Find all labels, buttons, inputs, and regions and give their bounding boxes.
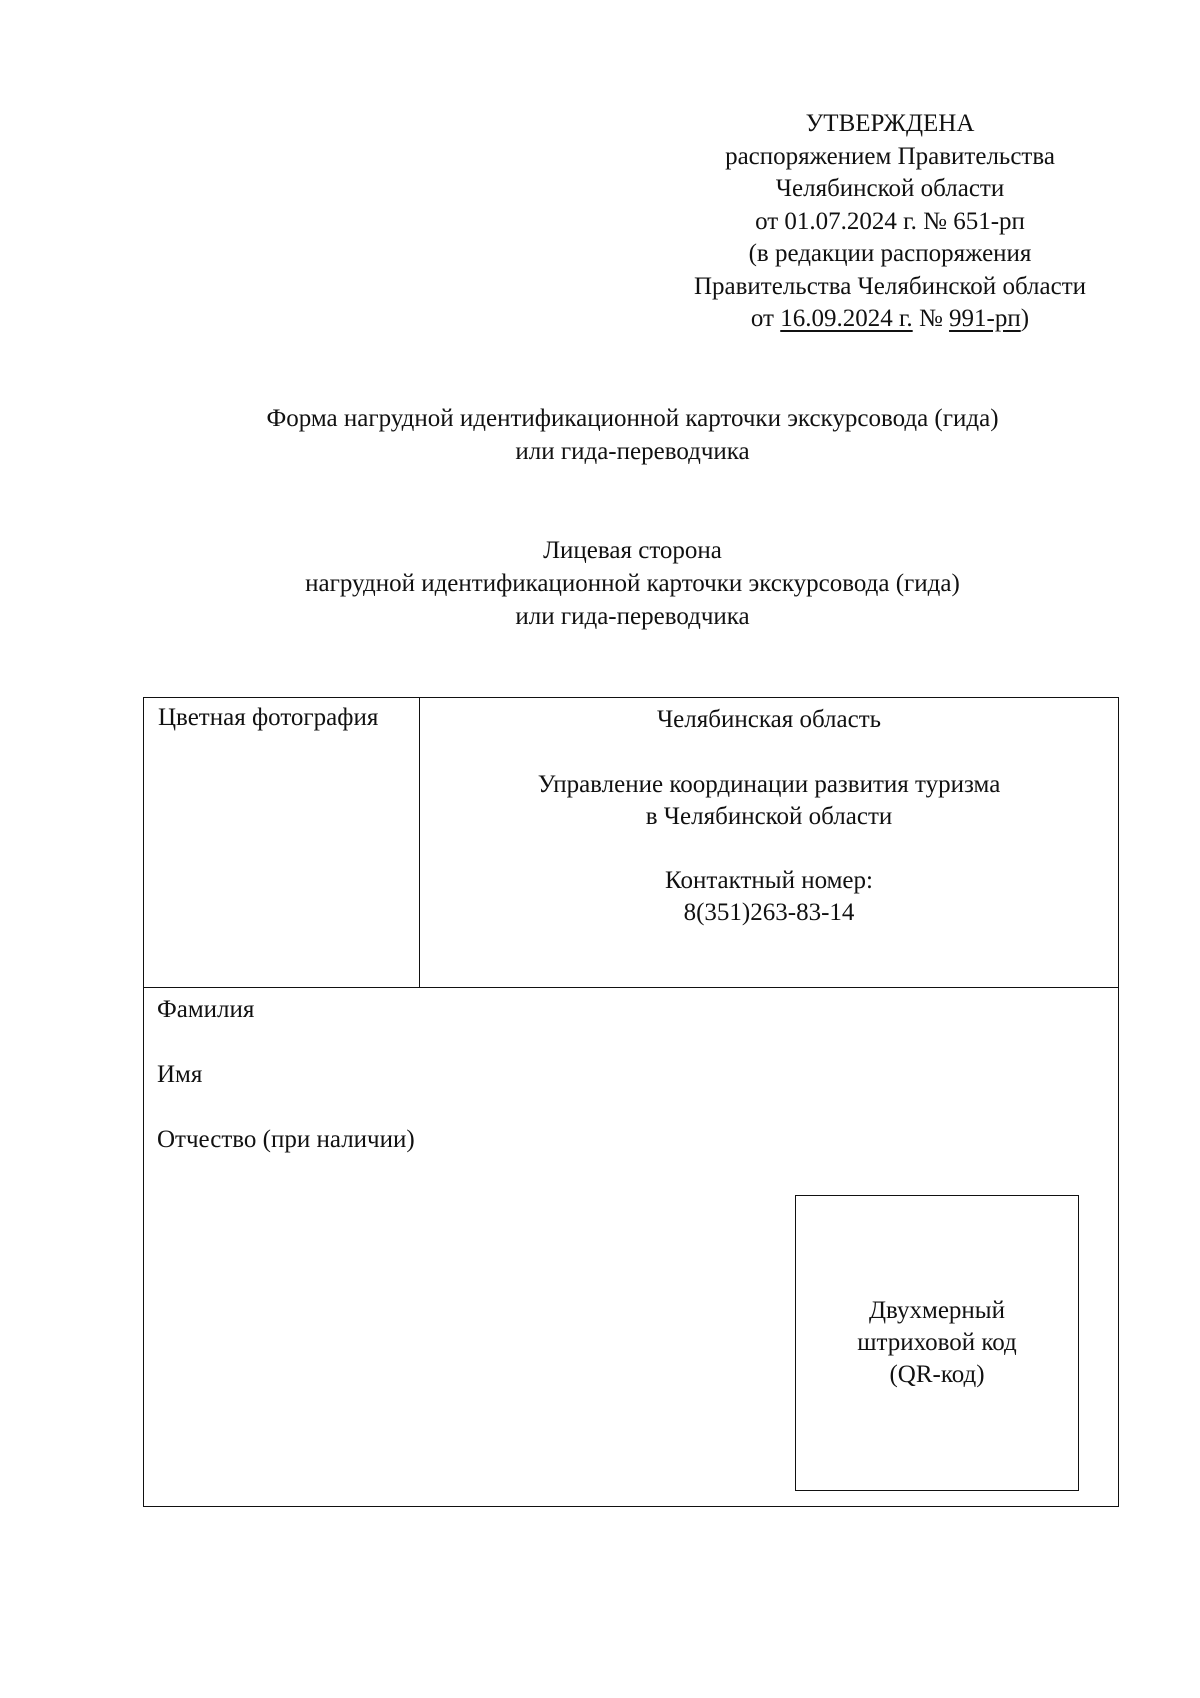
qr-label-line-1: Двухмерный (869, 1297, 1005, 1324)
id-card-front (143, 697, 1119, 1507)
qr-code-box (795, 1195, 1079, 1491)
approval-stamp (650, 108, 1130, 336)
organization-line-2: в Челябинской области (645, 803, 893, 830)
amendment-prefix: от (750, 305, 781, 332)
front-side-title (0, 534, 1200, 633)
approval-line-3: от 01.07.2024 г. № 651-рп (755, 207, 1025, 235)
approval-line-1: распоряжением Правительства (725, 142, 1055, 170)
amendment-number: 991-рп (949, 305, 1021, 332)
patronymic-label: Отчество (при наличии) (157, 1126, 415, 1153)
form-title (0, 402, 1200, 468)
qr-label-line-3: (QR-код) (889, 1361, 985, 1388)
approval-amendment-line (650, 303, 1130, 336)
amendment-number-sign: № (912, 305, 950, 332)
photo-label: Цветная фотография (158, 704, 379, 731)
front-side-title-line-2: нагрудной идентификационной карточки экскурсовода (гида) (305, 570, 960, 597)
name-label: Имя (157, 1061, 203, 1088)
form-title-line-2: или гида-переводчика (515, 438, 750, 465)
region-name: Челябинская область (656, 706, 882, 733)
contact-phone: 8(351)263-83-14 (683, 899, 855, 926)
qr-label-line-2: штриховой код (857, 1329, 1017, 1356)
approval-line-5: Правительства Челябинской области (693, 272, 1087, 300)
photo-cell (144, 698, 420, 988)
approval-line-4: (в редакции распоряжения (748, 240, 1032, 267)
approval-heading: УТВЕРЖДЕНА (805, 110, 975, 137)
front-side-title-line-1: Лицевая сторона (543, 537, 722, 564)
front-side-title-line-3: или гида-переводчика (515, 603, 750, 630)
form-title-line-1: Форма нагрудной идентификационной карточки экскурсовода (гида) (266, 405, 999, 432)
approval-line-2: Челябинской области (775, 175, 1005, 202)
personal-fields (157, 994, 415, 1189)
contact-label: Контактный номер: (665, 867, 873, 894)
surname-label: Фамилия (157, 996, 255, 1023)
amendment-date: 16.09.2024 г. (780, 305, 913, 332)
amendment-close: ) (1020, 305, 1030, 332)
organization-line-1: Управление координации развития туризма (537, 771, 1001, 798)
organization-cell (420, 698, 1118, 988)
